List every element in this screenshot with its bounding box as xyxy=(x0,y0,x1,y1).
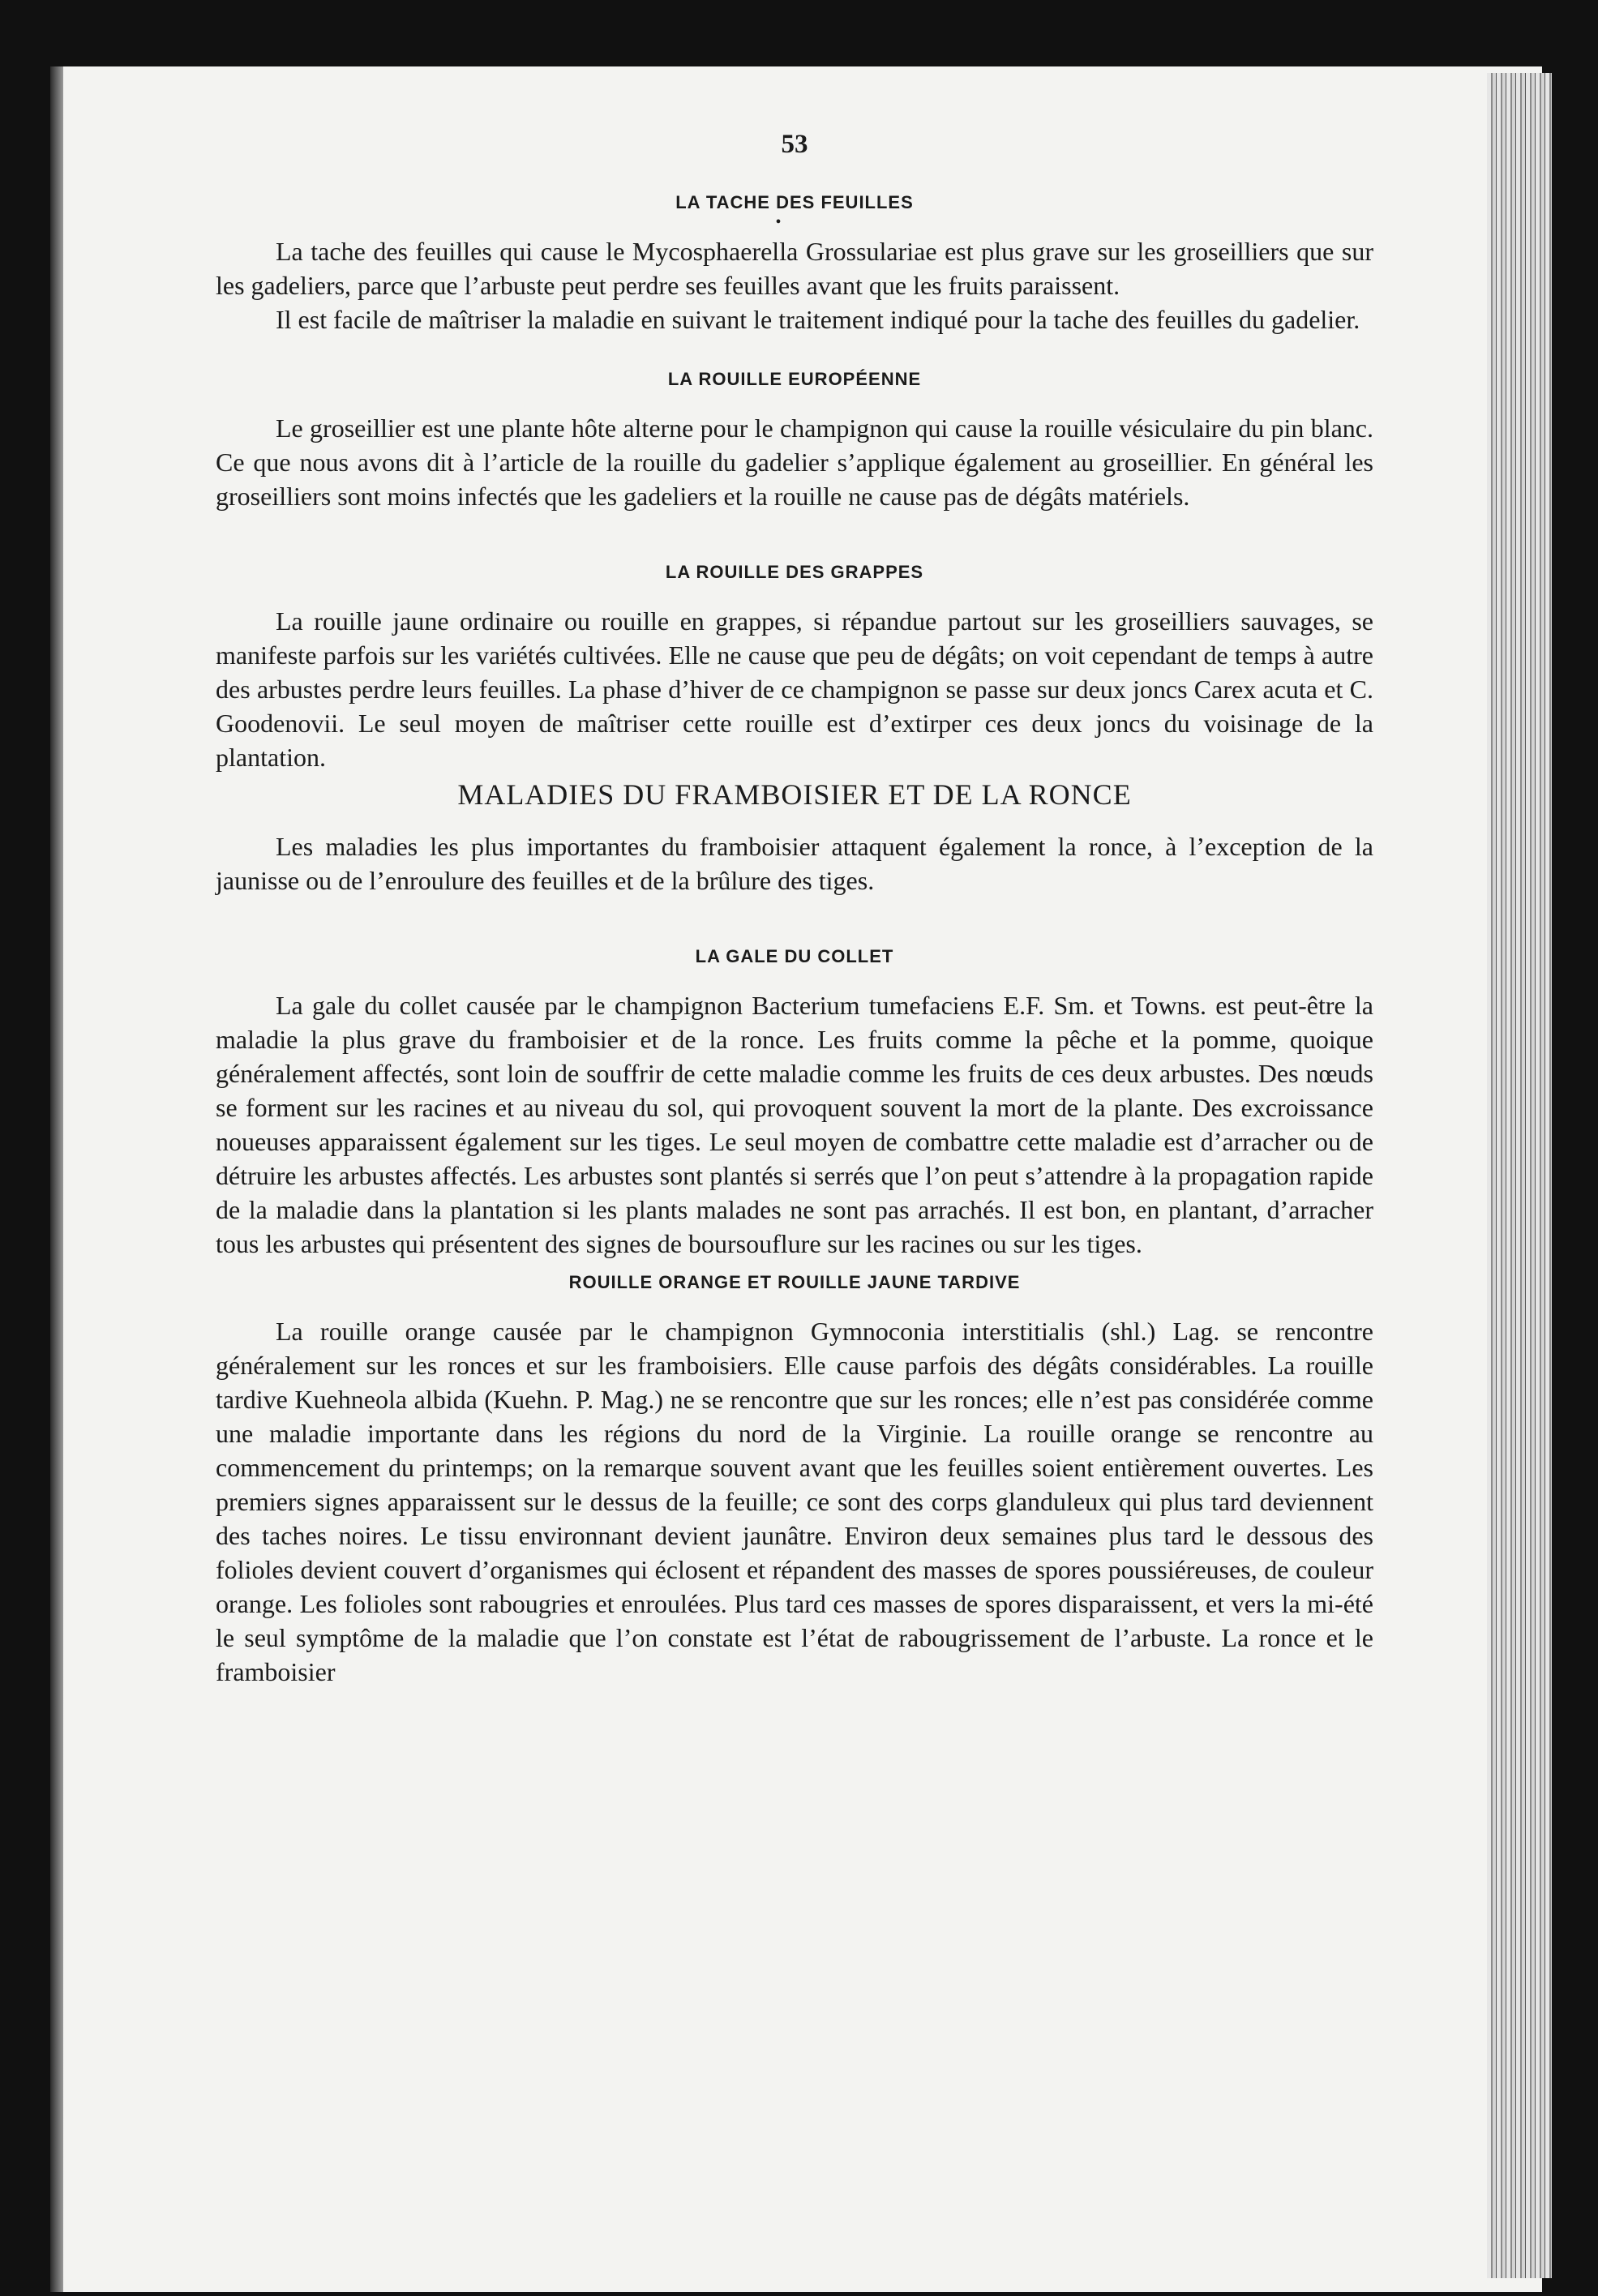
page-number: 53 xyxy=(781,130,808,159)
paragraph-gale-collet: La gale du collet causée par le champignon Bacterium tumefaciens E.F. Sm. et Towns. est peut-être la maladie la plus grave du framboisier et de la ronce. Les fruits comme la pêche et la pomme, quoique généralement affectés, sont loin de souffrir de cette maladie comme les fruits de ces deux arbustes. Des nœuds se forment sur les racines et au niveau du sol, qui provoquent souvent la mort de la plante. Des excroissance noueuses apparaissent également sur les tiges. Le seul moyen de combattre cette maladie est d’arracher ou de détruire les arbustes affectés. Les arbustes sont plantés si serrés que l’on peut s’attendre à la propagation rapide de la maladie dans la plantation si les plants malades ne sont pas arrachés. Il est bon, en plantant, d’arracher tous les arbustes qui présentent des signes de boursouflure sur les racines ou sur les tiges. xyxy=(216,991,1373,1258)
section-heading-gale-collet: LA GALE DU COLLET xyxy=(695,946,894,966)
page-binding-edge xyxy=(50,66,63,2292)
section-heading-rouille-orange: ROUILLE ORANGE ET ROUILLE JAUNE TARDIVE xyxy=(568,1272,1021,1292)
major-heading-framboisier: MALADIES DU FRAMBOISIER ET DE LA RONCE xyxy=(457,778,1132,811)
paragraph-rouille-europeenne: Le groseillier est une plante hôte alterne pour le champignon qui cause la rouille vésiculaire du pin blanc. Ce que nous avons dit à l’article de la rouille du gadelier s’applique également au groseillier. En général les groseilliers sont moins infectés que les gadeliers et la rouille ne cause pas de dégâts matériels. xyxy=(216,413,1373,511)
page-content xyxy=(216,130,1373,1689)
paragraph-tache-1: La tache des feuilles qui cause le Mycosphaerella Grossulariae est plus grave sur les groseilliers que sur les gadeliers, parce que l’arbuste peut perdre ses feuilles avant que les fruits paraissent. xyxy=(216,237,1373,300)
section-heading-rouille-grappes: LA ROUILLE DES GRAPPES xyxy=(665,562,924,582)
paragraph-tache-2: Il est facile de maîtriser la maladie en suivant le traitement indiqué pour la tache des feuilles du gadelier. xyxy=(276,305,1360,334)
page-stack-edge xyxy=(1487,73,1552,2278)
paragraph-rouille-grappes: La rouille jaune ordinaire ou rouille en grappes, si répandue partout sur les groseilliers sauvages, se manifeste parfois sur les variétés cultivées. Elle ne cause que peu de dégâts; on voit cependant de temps à autre des arbustes perdre leurs feuilles. La phase d’hiver de ce champignon se passe sur deux joncs Carex acuta et C. Goodenovii. Le seul moyen de maîtriser cette rouille est d’extirper ces deux joncs du voisinage de la plantation. xyxy=(216,606,1373,772)
section-heading-tache-feuilles: LA TACHE DES FEUILLES xyxy=(675,192,914,212)
section-heading-rouille-europeenne: LA ROUILLE EUROPÉENNE xyxy=(667,369,922,389)
paragraph-rouille-orange: La rouille orange causée par le champignon Gymnoconia interstitialis (shl.) Lag. se rencontre généralement sur les ronces et sur les framboisiers. Elle cause parfois des dégâts considérables. La rouille tardive Kuehneola albida (Kuehn. P. Mag.) ne se rencontre que sur les ronces; elle n’est pas considérée comme une maladie importante dans les régions du nord de la Virginie. La rouille orange se rencontre au commencement du printemps; on la remarque souvent avant que les feuilles soient entièrement ouvertes. Les premiers signes apparaissent sur le dessus de la feuille; ce sont des corps glanduleux qui plus tard deviennent des taches noires. Le tissu environnant devient jaunâtre. Environ deux semaines plus tard le dessous des folioles devient couvert d’organismes qui éclosent et répandent des masses de spores poussiéreuses, de couleur orange. Les folioles sont rabougries et enroulées. Plus tard ces masses de spores disparaissent, et vers la mi-été le seul symptôme de la maladie que l’on constate est l’état de rabougrissement de l’arbuste. La ronce et le framboisier xyxy=(216,1317,1373,1686)
stray-mark: • xyxy=(775,213,782,231)
paragraph-framboisier-intro: Les maladies les plus importantes du framboisier attaquent également la ronce, à l’exception de la jaunisse ou de l’enroulure des feuilles et de la brûlure des tiges. xyxy=(216,832,1373,895)
